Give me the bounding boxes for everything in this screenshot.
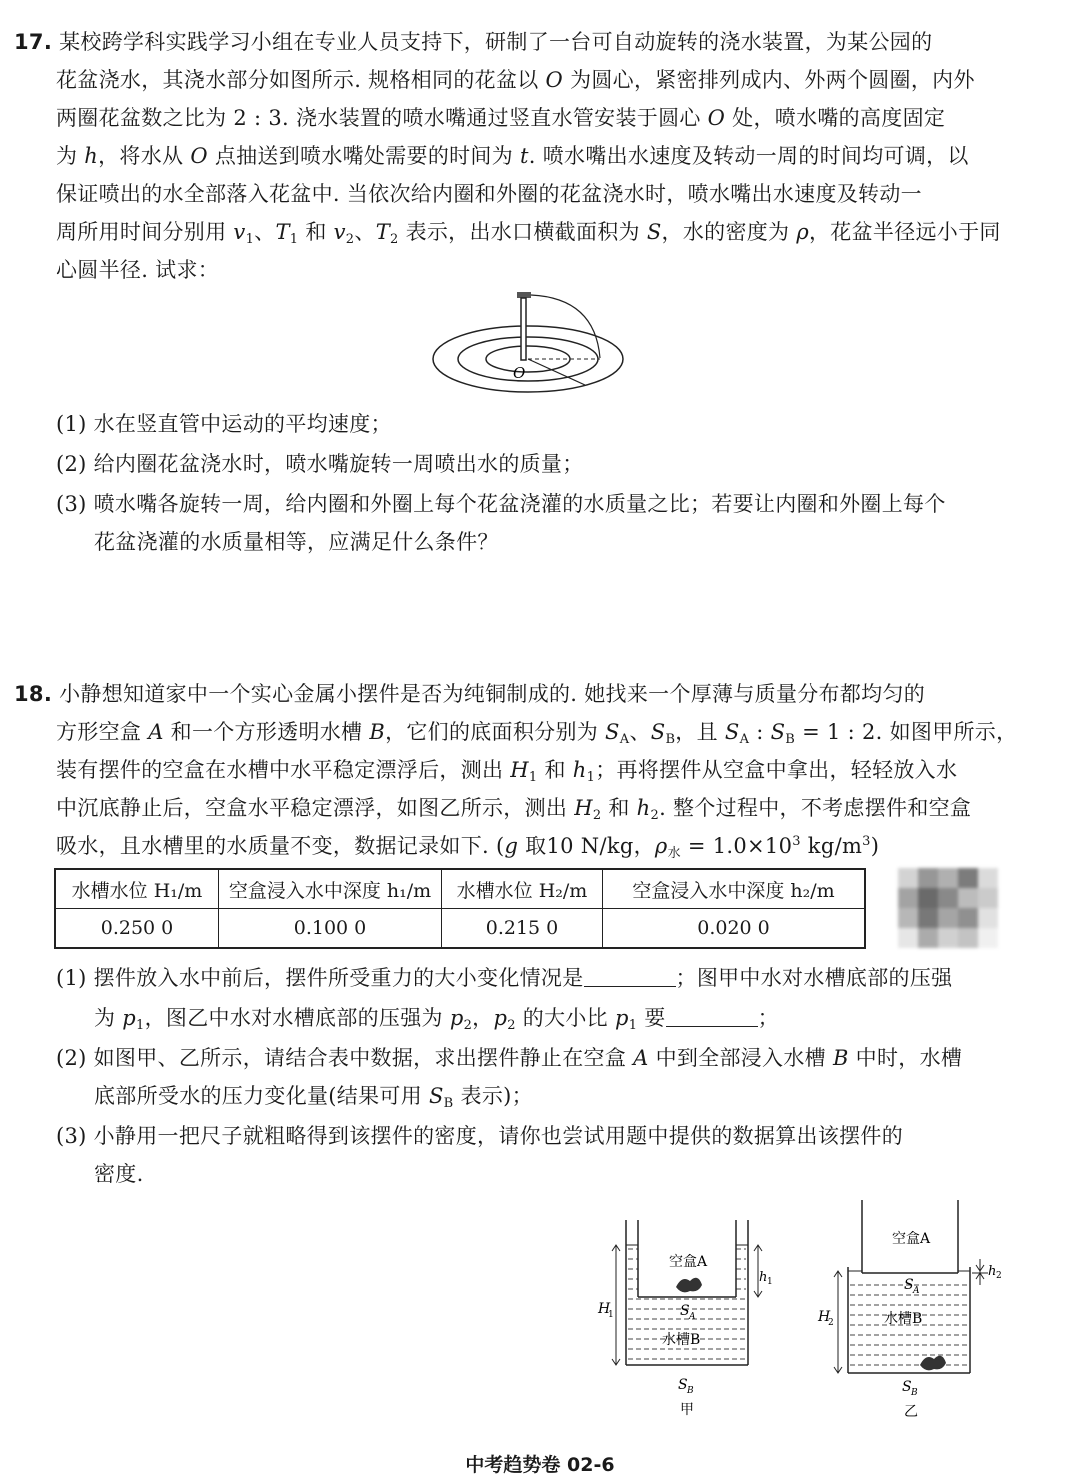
sprinkler-figure — [420, 288, 650, 398]
q17-line-4: 为 h，将水从 O 点抽送到喷水嘴处需要的时间为 t. 喷水嘴出水速度及转动一周的时间均可调，以 — [56, 144, 969, 168]
table-cell: 0.215 0 — [442, 909, 603, 949]
q18-line-1: 18. 小静想知道家中一个实心金属小摆件是否为纯铜制成的. 她找来一个厚薄与质量分布都均匀的 — [14, 682, 926, 706]
q17-line-6: 周所用时间分别用 $v_1$、$T_1$ 和 $v_2$、$T_2$ 表示，出水口横截面积为 S，水的密度为 ρ，花盆半径远小于同 — [56, 220, 1001, 247]
yi-sa-label: S — [904, 1277, 914, 1293]
q18-line-5: 吸水，且水槽里的水质量不变，数据记录如下. (g 取10 N/kg，$\rho_水 = 1.0\times 10^3$ $kg/m^3$) — [56, 834, 880, 861]
svg-text:A: A — [689, 1312, 696, 1322]
center-label-o: O — [513, 364, 526, 382]
figure-jia — [590, 1215, 790, 1425]
svg-text:A: A — [913, 1286, 920, 1296]
q17-line-5: 保证喷出的水全部落入花盆中. 当依次给内圈和外圈的花盆浇水时，喷水嘴出水速度及转动一 — [56, 182, 922, 206]
table-cell: 0.100 0 — [219, 909, 442, 949]
q17-part-3-cont: 花盆浇灌的水质量相等，应满足什么条件？ — [94, 530, 499, 554]
yi-tank-label: 水槽B — [884, 1311, 923, 1327]
svg-text:B: B — [911, 1388, 918, 1398]
yi-sb-label: S — [902, 1379, 912, 1395]
answer-blank-2[interactable] — [666, 1004, 758, 1027]
svg-text:B: B — [687, 1386, 694, 1396]
q18-part-3-cont: 密度. — [94, 1162, 144, 1186]
jia-tank-label: 水槽B — [662, 1332, 701, 1348]
q18-part-1: (1) 摆件放入水中前后，摆件所受重力的大小变化情况是 ；图甲中水对水槽底部的压强 — [56, 966, 953, 990]
q18-line-2: 方形空盒 A 和一个方形透明水槽 B，它们的底面积分别为 $S_A$、$S_B$，且 $S_A$ : $S_B = 1$ : 2. 如图甲所示， — [56, 720, 1018, 747]
q17-line-1: 17. 某校跨学科实践学习小组在专业人员支持下，研制了一台可自动旋转的浇水装置，为某公园的 — [14, 30, 933, 54]
svg-text:1: 1 — [767, 1277, 773, 1287]
q18-line-3: 装有摆件的空盒在水槽中水平稳定漂浮后，测出 $H_1$ 和 $h_1$；再将摆件从空盒中拿出，轻轻放入水 — [56, 758, 958, 785]
page-footer: 中考趋势卷 02-6 — [465, 1454, 615, 1476]
jia-sb-label: S — [678, 1377, 688, 1393]
q17-line-7: 心圆半径. 试求： — [56, 258, 220, 282]
jia-box-label: 空盒A — [669, 1254, 708, 1270]
jia-h1-small-label: h — [759, 1270, 768, 1285]
q18-part-1-cont: 为 $p_1$，图乙中水对水槽底部的压强为 $p_2$，$p_2$ 的大小比 $p_1$ 要 ； — [94, 1006, 779, 1033]
q17-line-3: 两圈花盆数之比为 2 : 3. 浇水装置的喷水嘴通过竖直水管安装于圆心 O 处，喷水嘴的高度固定 — [56, 106, 946, 130]
figure-yi — [812, 1195, 1012, 1425]
vertical-pipe — [521, 298, 526, 360]
table-header: 水槽水位 H₂/m — [442, 869, 603, 909]
table-row — [55, 909, 865, 949]
jia-sa-label: S — [680, 1303, 690, 1319]
svg-text:1: 1 — [608, 1310, 614, 1320]
table-header-row — [55, 869, 865, 909]
q17-line-2: 花盆浇水，其浇水部分如图所示. 规格相同的花盆以 O 为圆心，紧密排列成内、外两个圆圈，内外 — [56, 68, 975, 92]
answer-blank-1[interactable] — [584, 964, 676, 987]
q17-number: 17. — [14, 30, 53, 54]
yi-h2-small-label: h — [988, 1264, 997, 1279]
table-header: 空盒浸入水中深度 h₁/m — [219, 869, 442, 909]
q17-part-3: (3) 喷水嘴各旋转一周，给内圈和外圈上每个花盆浇灌的水质量之比；若要让内圈和外圈上每个 — [56, 492, 946, 516]
table-cell: 0.020 0 — [603, 909, 866, 949]
table-cell: 0.250 0 — [55, 909, 219, 949]
table-header: 空盒浸入水中深度 h₂/m — [603, 869, 866, 909]
jia-h1-label: H — [598, 1301, 611, 1317]
q18-part-2-cont: 底部所受水的压力变化量(结果可用 $S_B$ 表示)； — [94, 1084, 533, 1111]
q18-line-4: 中沉底静止后，空盒水平稳定漂浮，如图乙所示，测出 $H_2$ 和 $h_2$. 整个过程中，不考虑摆件和空盒 — [56, 796, 972, 823]
table-header: 水槽水位 H₁/m — [55, 869, 219, 909]
jia-caption: 甲 — [680, 1402, 694, 1418]
svg-text:2: 2 — [828, 1318, 834, 1328]
q18-part-3: (3) 小静用一把尺子就粗略得到该摆件的密度，请你也尝试用题中提供的数据算出该摆件的 — [56, 1124, 904, 1148]
yi-box-label: 空盒A — [892, 1231, 931, 1247]
svg-text:2: 2 — [996, 1271, 1002, 1281]
q18-number: 18. — [14, 682, 53, 706]
q17-part-1: (1) 水在竖直管中运动的平均速度； — [56, 412, 392, 436]
yi-caption: 乙 — [904, 1404, 918, 1420]
data-table — [54, 868, 866, 949]
blurred-qr-code — [898, 868, 998, 948]
nozzle — [517, 292, 531, 298]
q17-part-2: (2) 给内圈花盆浇水时，喷水嘴旋转一周喷出水的质量； — [56, 452, 584, 476]
q18-part-2: (2) 如图甲、乙所示，请结合表中数据，求出摆件静止在空盒 A 中到全部浸入水槽 B 中时，水槽 — [56, 1046, 963, 1070]
yi-h2-label: H — [818, 1309, 831, 1325]
